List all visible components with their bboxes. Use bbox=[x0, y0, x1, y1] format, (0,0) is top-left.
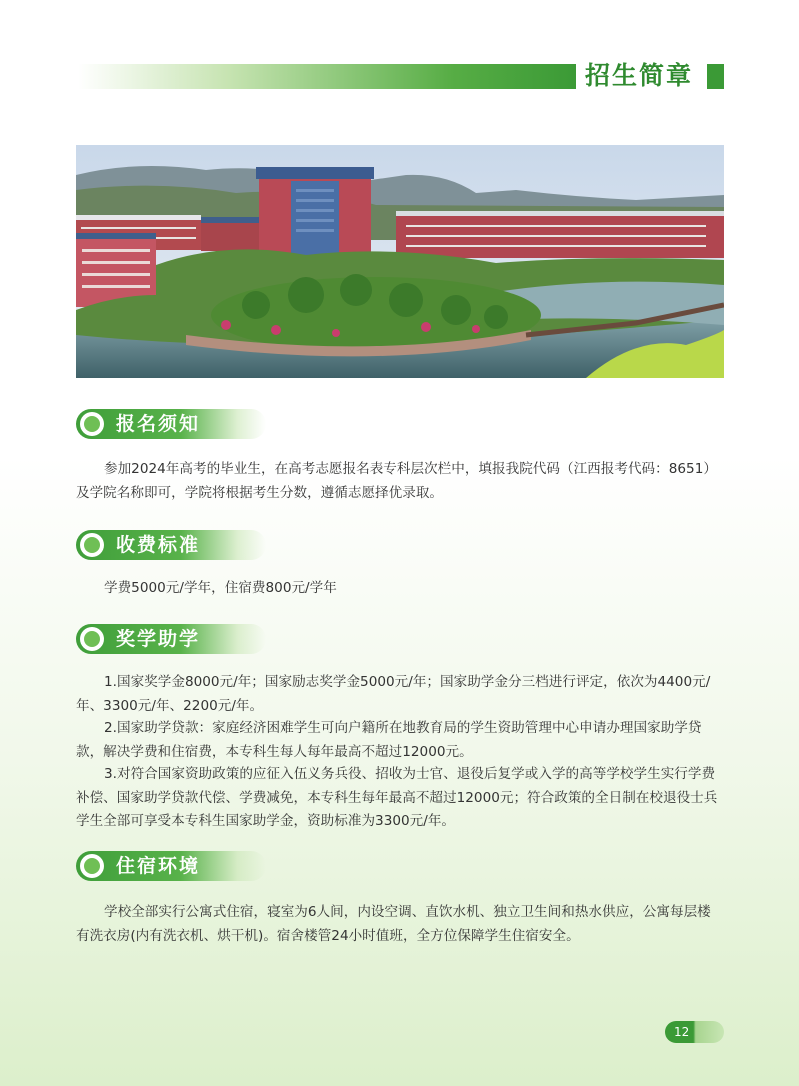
bullet-circle-icon bbox=[80, 533, 104, 557]
section-paragraph: 2.国家助学贷款：家庭经济困难学生可向户籍所在地教育局的学生资助管理中心申请办理国家助学贷款，解决学费和住宿费，本专科生每人每年最高不超过12000元。 bbox=[76, 720, 702, 760]
bullet-circle-icon bbox=[80, 854, 104, 878]
section-paragraph: 学费5000元/学年，住宿费800元/学年 bbox=[104, 580, 337, 596]
section-paragraph: 学校全部实行公寓式住宿，寝室为6人间，内设空调、直饮水机、独立卫生间和热水供应，公寓每层楼有洗衣房(内有洗衣机、烘干机)。宿舍楼管24小时值班，全方位保障学生住宿安全。 bbox=[76, 904, 711, 944]
header-gradient-bar bbox=[78, 64, 576, 89]
bullet-circle-icon bbox=[80, 412, 104, 436]
section-title: 住宿环境 bbox=[116, 855, 201, 877]
section-title: 收费标准 bbox=[116, 534, 201, 556]
section-header-scholarships bbox=[76, 624, 266, 654]
page-number: 12 bbox=[674, 1025, 690, 1039]
section-paragraph: 参加2024年高考的毕业生，在高考志愿报名表专科层次栏中，填报我院代码（江西报考代码：8651）及学院名称即可，学院将根据考生分数，遵循志愿择优录取。 bbox=[76, 461, 717, 501]
section-paragraph: 3.对符合国家资助政策的应征入伍义务兵役、招收为士官、退役后复学或入学的高等学校学生实行学费补偿、国家助学贷款代偿、学费减免，本专科生每年最高不超过12000元；符合政策的全日制在校退役士兵学生全部可享受本专科生国家助学金，资助标准为3300元/年。 bbox=[76, 766, 718, 829]
section-header-fees bbox=[76, 530, 266, 560]
section-title: 奖学助学 bbox=[116, 628, 201, 650]
page-title: 招生简章 bbox=[585, 61, 694, 90]
section-title: 报名须知 bbox=[116, 413, 201, 435]
section-header-accommodation bbox=[76, 851, 266, 881]
section-header-registration bbox=[76, 409, 266, 439]
section-paragraph: 1.国家奖学金8000元/年；国家励志奖学金5000元/年；国家助学金分三档进行评定，依次为4400元/年、3300元/年、2200元/年。 bbox=[76, 674, 711, 714]
campus-aerial-photo bbox=[76, 145, 724, 378]
header-accent-square bbox=[707, 64, 724, 89]
page-number-badge bbox=[665, 1021, 724, 1043]
bullet-circle-icon bbox=[80, 627, 104, 651]
